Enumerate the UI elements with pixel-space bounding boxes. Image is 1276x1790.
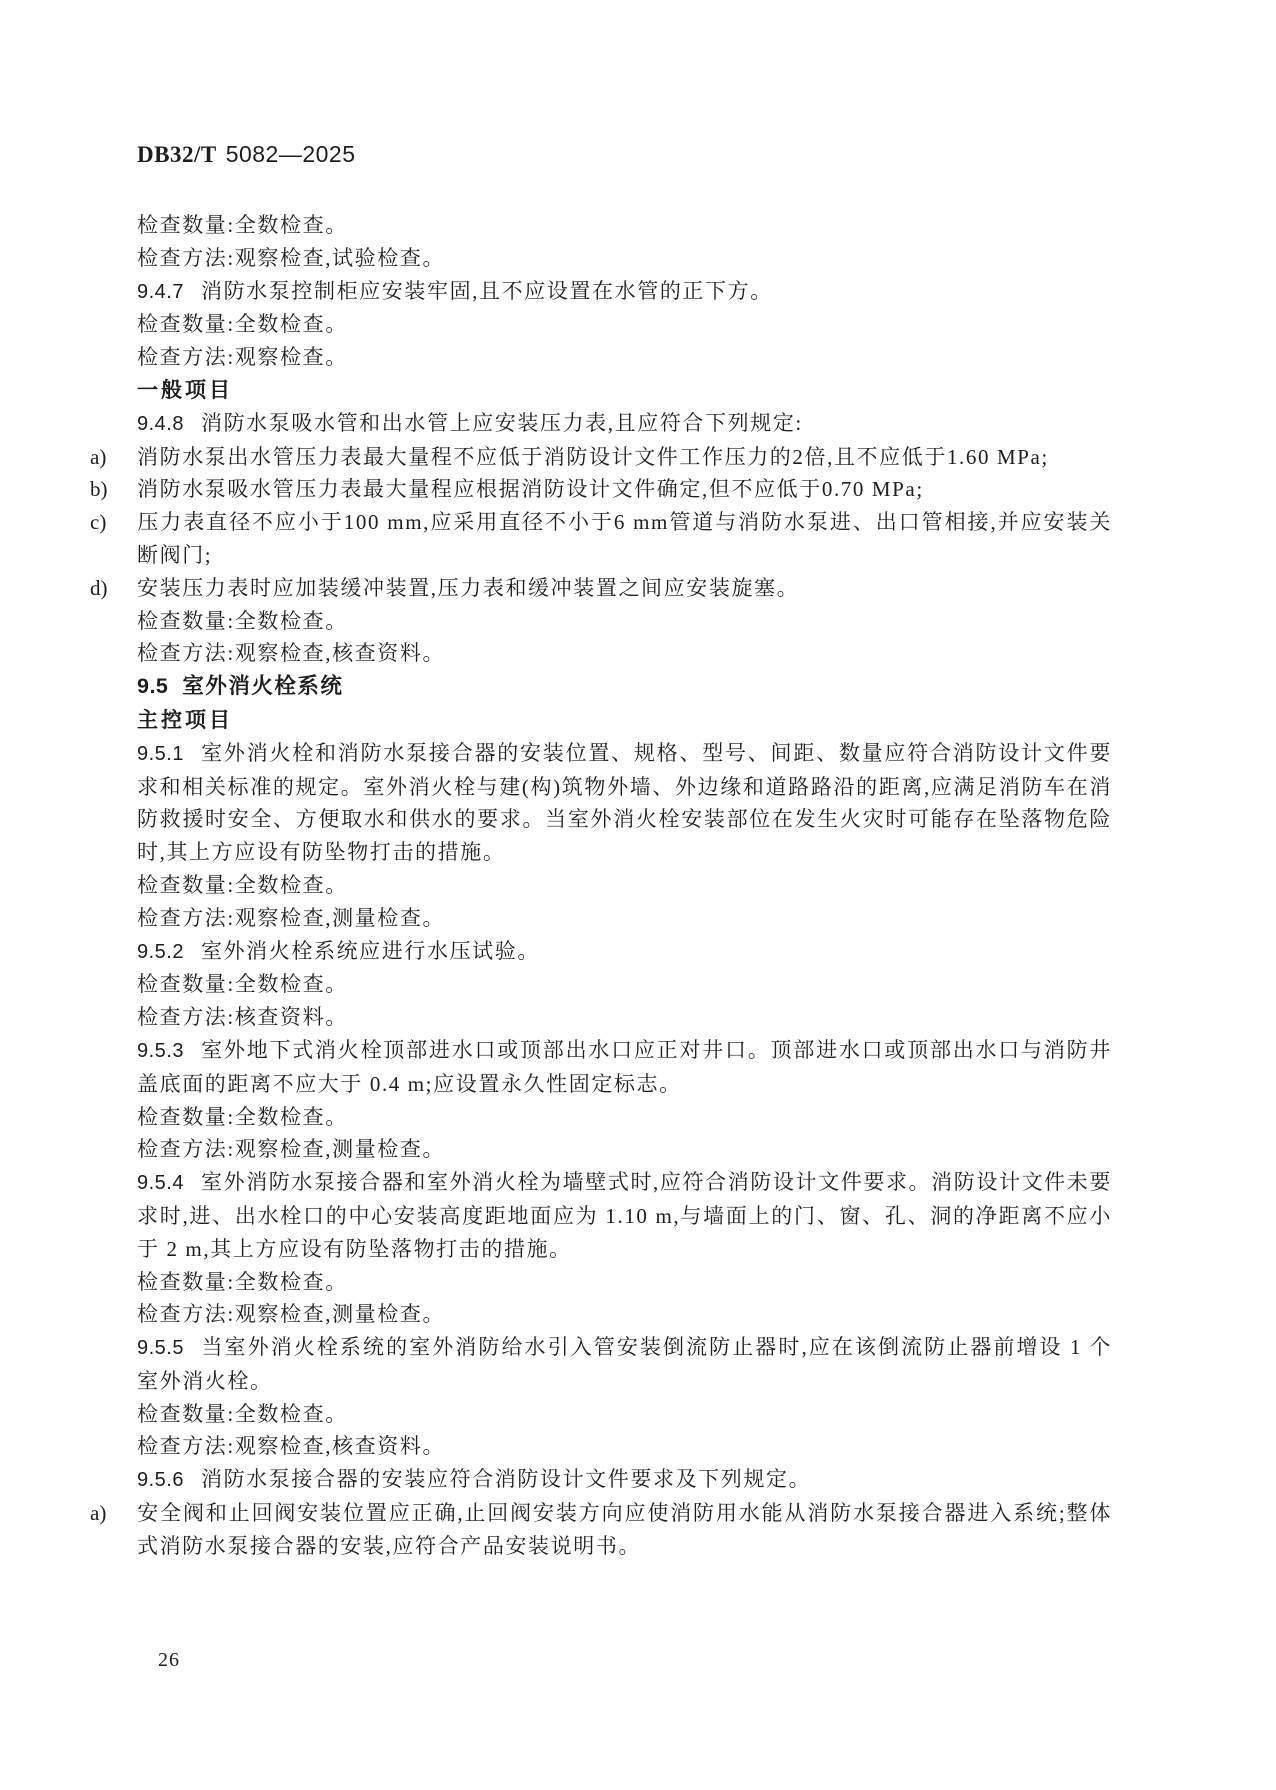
list-item-text: 安全阀和止回阀安装位置应正确,止回阀安装方向应使消防用水能从消防水泵接合器进入系统;整体式消防水泵接合器的安装,应符合产品安装说明书。 — [137, 1501, 1112, 1558]
clause-9-5-4 — [137, 1166, 1112, 1265]
list-item-text: 消防水泵吸水管压力表最大量程应根据消防设计文件确定,但不应低于0.70 MPa; — [137, 477, 924, 502]
clause-text: 室外消火栓和消防水泵接合器的安装位置、规格、型号、间距、数量应符合消防设计文件要求和相关标准的规定。室外消火栓与建(构)筑物外墙、外边缘和道路路沿的距离,应满足消防车在消防救援时安全、方便取水和供水的要求。当室外消火栓安装部位在发生火灾时可能存在坠落物危险时,其上方应设有防坠物打击的措施。 — [137, 740, 1112, 865]
standard-code: DB32/T — [137, 142, 217, 167]
check-quantity-line: 检查数量:全数检查。 — [137, 1269, 348, 1294]
check-method-line: 检查方法:观察检查,测量检查。 — [137, 905, 446, 930]
clause-text: 消防水泵吸水管和出水管上应安装压力表,且应符合下列规定: — [200, 410, 803, 435]
check-quantity-line: 检查数量:全数检查。 — [137, 608, 348, 633]
check-method-line: 检查方法:核查资料。 — [137, 1005, 348, 1030]
clause-number: 9.5.5 — [137, 1337, 184, 1360]
document-body — [90, 209, 1112, 1563]
list-item-d — [90, 572, 1112, 605]
page-number: 26 — [158, 1649, 180, 1671]
clause-text: 消防水泵控制柜应安装牢固,且不应设置在水管的正下方。 — [200, 278, 773, 303]
list-item-a — [90, 441, 1112, 474]
check-quantity-line: 检查数量:全数检查。 — [137, 972, 348, 997]
list-item-text: 安装压力表时应加装缓冲装置,压力表和缓冲装置之间应安装旋塞。 — [137, 575, 800, 600]
check-quantity-line: 检查数量:全数检查。 — [137, 1401, 348, 1426]
clause-number: 9.5.3 — [137, 1039, 184, 1062]
subheading-general-items: 一般项目 — [137, 377, 233, 402]
section-title: 室外消火栓系统 — [182, 674, 344, 700]
clause-9-4-8 — [137, 407, 1112, 441]
check-method-line: 检查方法:观察检查,试验检查。 — [137, 245, 446, 270]
check-method-line: 检查方法:观察检查,测量检查。 — [137, 1302, 446, 1327]
check-quantity-line: 检查数量:全数检查。 — [137, 213, 348, 237]
document-header — [137, 141, 356, 168]
clause-text: 消防水泵接合器的安装应符合消防设计文件要求及下列规定。 — [200, 1467, 812, 1492]
clause-9-5-1 — [137, 737, 1112, 869]
standard-number: 5082—2025 — [225, 141, 356, 167]
clause-number: 9.4.7 — [137, 280, 184, 303]
clause-9-5-5 — [137, 1331, 1112, 1398]
check-method-line: 检查方法:观察检查,测量检查。 — [137, 1137, 446, 1162]
clause-9-5-2 — [137, 935, 1112, 969]
check-method-line: 检查方法:观察检查,核查资料。 — [137, 641, 446, 666]
clause-number: 9.4.8 — [137, 412, 184, 435]
list-marker: a) — [90, 444, 107, 469]
section-heading-9-5 — [137, 670, 1112, 704]
check-quantity-line: 检查数量:全数检查。 — [137, 312, 348, 337]
clause-number: 9.5.2 — [137, 940, 184, 963]
check-method-line: 检查方法:观察检查,核查资料。 — [137, 1434, 446, 1459]
list-item-c — [90, 506, 1112, 572]
clause-text: 当室外消火栓系统的室外消防给水引入管安装倒流防止器时,应在该倒流防止器前增设 1 个室外消火栓。 — [137, 1335, 1112, 1393]
clause-number: 9.5.1 — [137, 742, 184, 765]
list-item-text: 压力表直径不应小于100 mm,应采用直径不小于6 mm管道与消防水泵进、出口管相接,并应安装关断阀门; — [137, 510, 1112, 567]
subheading-master-control-items: 主控项目 — [137, 707, 233, 732]
clause-text: 室外消防水泵接合器和室外消火栓为墙壁式时,应符合消防设计文件要求。消防设计文件未要求时,进、出水栓口的中心安装高度距地面应为 1.10 m,与墙面上的门、窗、孔、洞的净距离不应小于 2 m,其上方应设有防坠落物打击的措施。 — [137, 1170, 1112, 1261]
check-quantity-line: 检查数量:全数检查。 — [137, 872, 348, 897]
clause-9-4-7 — [137, 275, 1112, 309]
list-marker: d) — [90, 575, 108, 600]
list-marker: b) — [90, 477, 108, 502]
clause-9-5-6 — [137, 1463, 1112, 1497]
list-marker: c) — [90, 510, 107, 535]
document-footer — [158, 1649, 180, 1672]
clause-number: 9.5.4 — [137, 1172, 184, 1195]
clause-9-5-3 — [137, 1034, 1112, 1101]
list-item-text: 消防水泵出水管压力表最大量程不应低于消防设计文件工作压力的2倍,且不应低于1.60 MPa; — [137, 444, 1049, 469]
section-number: 9.5 — [137, 674, 169, 699]
clause-text: 室外地下式消火栓顶部进水口或顶部出水口应正对井口。顶部进水口或顶部出水口与消防井盖底面的距离不应大于 0.4 m;应设置永久性固定标志。 — [137, 1037, 1112, 1096]
clause-text: 室外消火栓系统应进行水压试验。 — [200, 938, 540, 963]
check-quantity-line: 检查数量:全数检查。 — [137, 1104, 348, 1129]
check-method-line: 检查方法:观察检查。 — [137, 345, 348, 370]
list-item-a — [90, 1497, 1112, 1563]
clause-number: 9.5.6 — [137, 1469, 184, 1492]
list-item-b — [90, 473, 1112, 506]
list-marker: a) — [90, 1501, 107, 1526]
